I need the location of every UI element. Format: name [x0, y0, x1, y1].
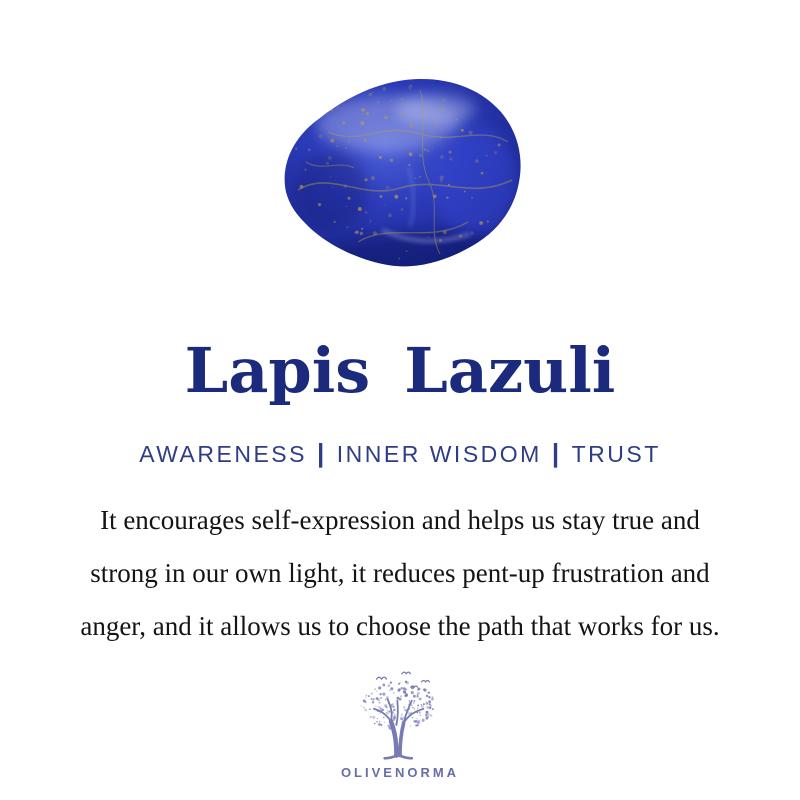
keyword-awareness: AWARENESS — [139, 441, 307, 468]
keyword-trust: TRUST — [571, 441, 661, 468]
title-word-1: Lapis — [184, 334, 371, 407]
tree-with-birds-icon — [346, 671, 454, 761]
description-line-3: anger, and it allows us to choose the path that works for us. — [80, 611, 720, 642]
lapis-lazuli-stone-photo — [270, 72, 530, 277]
description-line-2: strong in our own light, it reduces pent-up frustration and — [90, 558, 710, 589]
stone-photo-wrap — [270, 72, 530, 277]
separator-bar: | — [551, 438, 562, 469]
description-line-1: It encourages self-expression and helps us stay true and — [100, 505, 700, 536]
brand-name-text: OLIVENORMA — [340, 765, 460, 780]
brand-logo — [341, 671, 459, 780]
page-title — [184, 334, 616, 407]
description-paragraph — [80, 494, 719, 653]
keywords-subtitle — [139, 439, 661, 470]
title-word-2: Lazuli — [404, 334, 616, 407]
keyword-inner-wisdom: INNER WISDOM — [336, 441, 542, 468]
separator-bar: | — [316, 438, 327, 469]
